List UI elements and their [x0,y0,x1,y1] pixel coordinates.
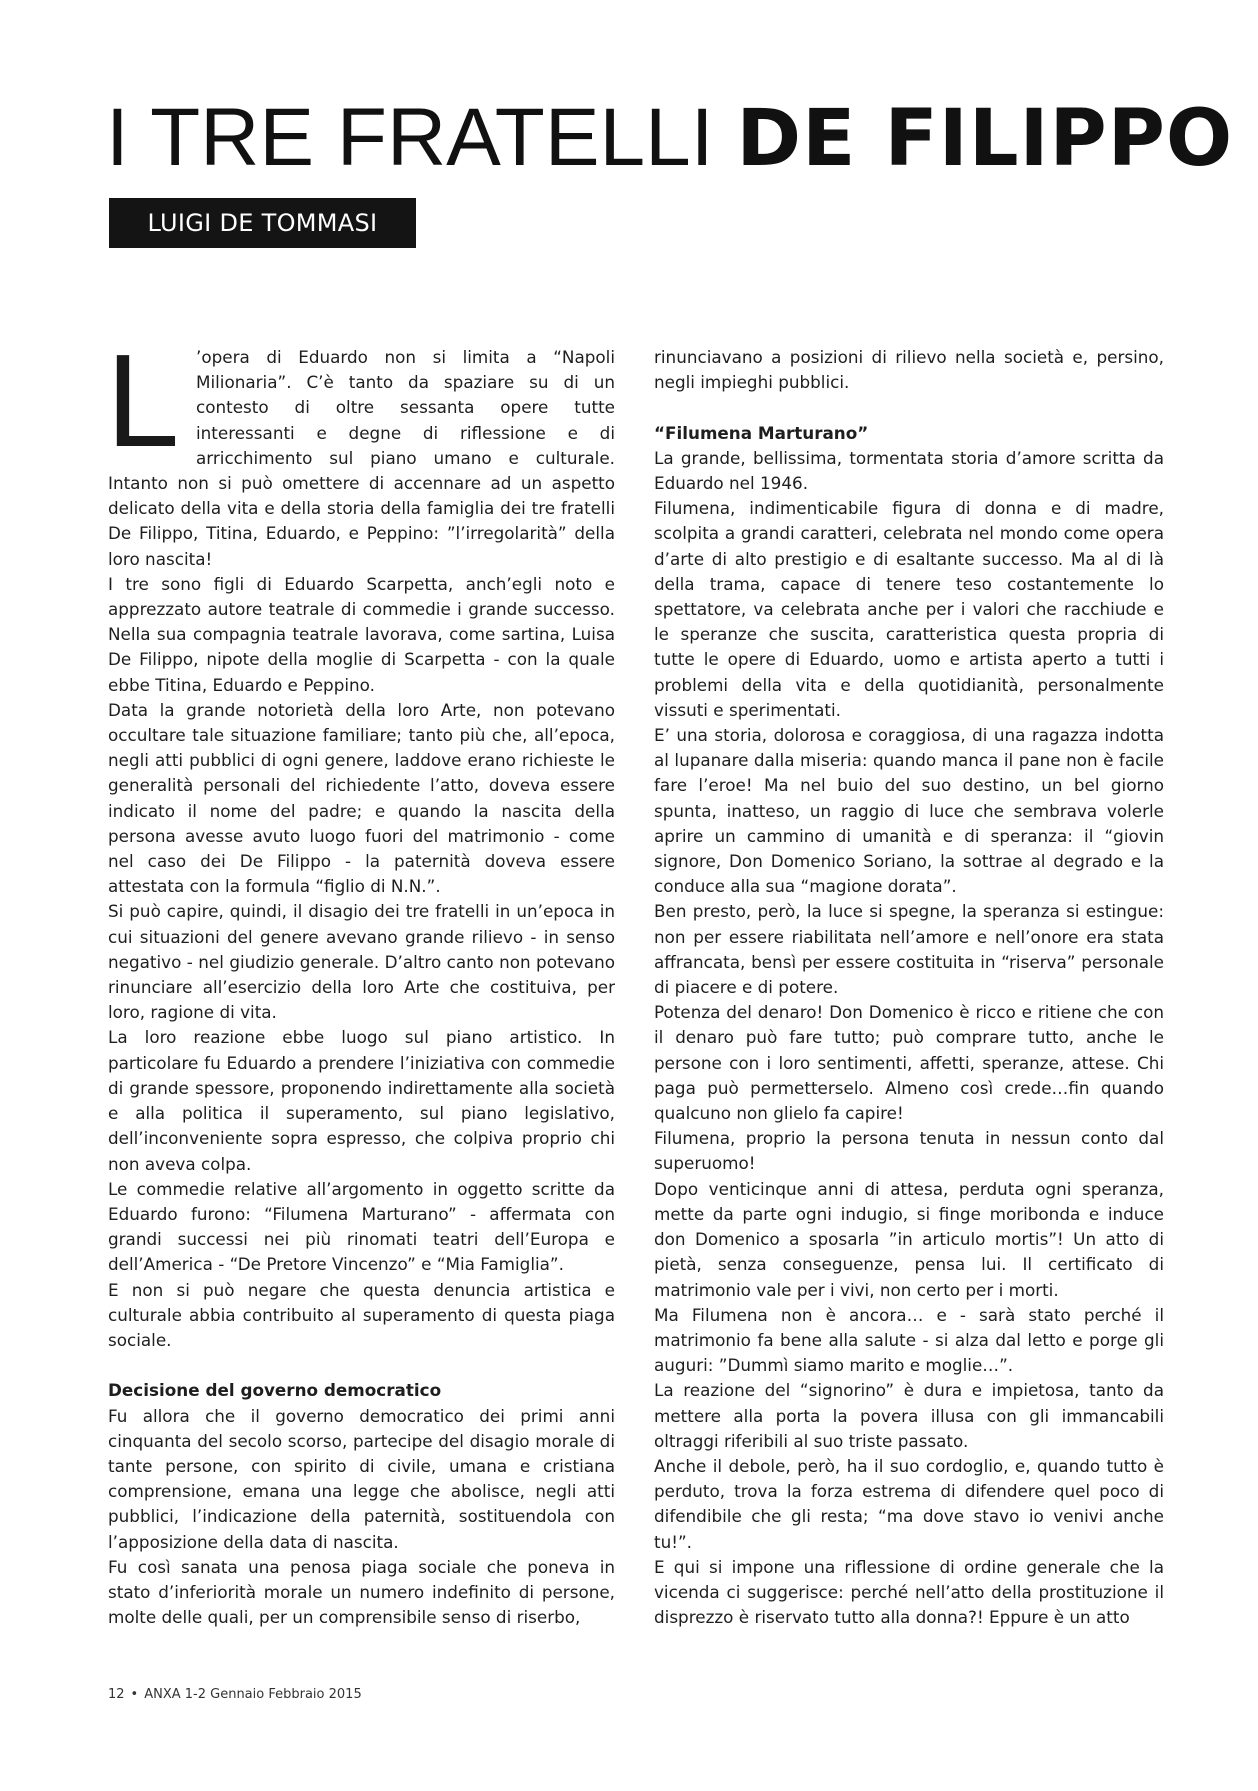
paragraph: Dopo venticinque anni di attesa, perduta ogni speranza, mette da parte ogni indugio, si finge moribonda e induce don Domenico a sposarla ”in articulo mortis”! Un atto di pietà, senza conseguenze, pensa lui. Il certificato di matrimonio vale per i vivi, non certo per i morti. [654,1178,1164,1300]
paragraph: Ben presto, però, la luce si spegne, la speranza si estingue: non per essere riabilitata nell’amore e nell’onore era stata affrancata, bensì per essere costituita in “riserva” personale di piacere e di potere. [654,901,1164,998]
paragraph: Ma Filumena non è ancora… e - sarà stato perché il matrimonio fa bene alla salute - si alza dal letto e porge gli auguri: ”Dummì siamo marito e moglie…”. [654,1304,1164,1376]
issue-info: ANXA 1-2 Gennaio Febbraio 2015 [144,1687,362,1702]
bullet-separator: • [130,1687,139,1702]
article-column-right [654,345,1164,1630]
article-title [106,92,1234,185]
title-bold: DE FILIPPO [736,94,1234,184]
section-heading: “Filumena Marturano” [654,422,869,443]
paragraph: E’ una storia, dolorosa e coraggiosa, di una ragazza indotta al lupanare dalla miseria: quando manca il pane non è facile fare l’eroe! Ma nel buio del suo destino, un bel giorno spunta, inatteso, un raggio di luce che sembrava volerle aprire un cammino di umanità e di speranza: il “giovin signore, Don Domenico Soriano, la sottrae al degrado e la conduce alla sua “magione dorata”. [654,725,1164,897]
paragraph: E non si può negare che questa denuncia artistica e culturale abbia contribuito al superamento di questa piaga sociale. [108,1279,615,1350]
paragraph: Potenza del denaro! Don Domenico è ricco e ritiene che con il denaro può fare tutto; può comprare tutto, anche le persone con i loro sentimenti, affetti, speranze, attese. Chi paga può permetterselo. Almeno così crede…fin quando qualcuno non glielo fa capire! [654,1002,1164,1124]
section-heading: Decisione del governo democratico [108,1380,442,1401]
paragraph: Fu allora che il governo democratico dei primi anni cinquanta del secolo scorso, partecipe del disagio morale di tante persone, con spirito di civile, umana e cristiana comprensione, emana una legge che abolisce, negli atti pubblici, l’indicazione della paternità, sostituendola con l’apposizione della data di nascita. [108,1405,615,1552]
paragraph: ’opera di Eduardo non si limita a “Napoli Milionaria”. C’è tanto da spaziare su di un contesto di oltre sessanta opere tutte interessanti e degne di riflessione e di arricchimento sul piano umano e culturale. Intanto non si può omettere di accennare ad un aspetto delicato della vita e della storia della famiglia dei tre fratelli De Filippo, Titina, Eduardo, e Peppino: ”l’irregolarità” della loro nascita! [108,347,615,569]
page-footer [108,1687,362,1703]
paragraph: Filumena, indimenticabile figura di donna e di madre, scolpita a grandi caratteri, celebrata nel mondo come opera d’arte di alto prestigio e di esaltante successo. Ma al di là della trama, capace di tenere teso costantemente lo spettatore, va celebrata anche per i valori che racchiude e le speranze che suscita, caratteristica questa propria di tutte le opere di Eduardo, uomo e artista aperto a tutti i problemi della vita e della quotidianità, personalmente vissuti e sperimentati. [654,498,1164,720]
paragraph: Data la grande notorietà della loro Arte, non potevano occultare tale situazione familiare; tanto più che, all’epoca, negli atti pubblici di ogni genere, laddove erano richieste le generalità personali del richiedente l’atto, doveva essere indicato il nome del padre; e quando la nascita della persona avesse avuto luogo fuori del matrimonio - come nel caso dei De Filippo - la paternità doveva essere attestata con la formula “figlio di N.N.”. [108,699,615,897]
section-spacer [654,395,1164,420]
paragraph: rinunciavano a posizioni di rilievo nella società e, persino, negli impieghi pubblici. [654,347,1164,393]
paragraph: E qui si impone una riflessione di ordine generale che la vicenda ci suggerisce: perché nell’atto della prostituzione il disprezzo è riservato tutto alla donna?! Eppure è un atto [654,1556,1164,1628]
article-column-left [106,327,615,1630]
author-label: LUIGI DE TOMMASI [109,198,416,248]
section-spacer [108,1353,615,1378]
paragraph: I tre sono figli di Eduardo Scarpetta, anch’egli noto e apprezzato autore teatrale di commedie i grande successo. Nella sua compagnia teatrale lavorava, come sartina, Luisa De Filippo, nipote della moglie di Scarpetta - con la quale ebbe Titina, Eduardo e Peppino. [108,573,615,695]
paragraph: La reazione del “signorino” è dura e impietosa, tanto da mettere alla porta la povera illusa con gli immancabili oltraggi riferibili al suo triste passato. [654,1380,1164,1451]
drop-cap: L [106,327,180,474]
paragraph: Si può capire, quindi, il disagio dei tre fratelli in un’epoca in cui situazioni del genere avevano grande rilievo - in senso negativo - nel giudizio generale. D’altro canto non potevano rinunciare all’esercizio della loro Arte che costituiva, per loro, ragione di vita. [108,901,615,1023]
paragraph: Fu così sanata una penosa piaga sociale che poneva in stato d’inferiorità morale un numero indefinito di persone, molte delle quali, per un comprensibile senso di riserbo, [108,1556,615,1628]
paragraph: Anche il debole, però, ha il suo cordoglio, e, quando tutto è perduto, trova la forza estrema di difendere quel poco di difendibile che gli resta; “ma dove stavo io venivi anche tu!”. [654,1455,1164,1552]
paragraph: La grande, bellissima, tormentata storia d’amore scritta da Eduardo nel 1946. [654,447,1164,493]
paragraph: Filumena, proprio la persona tenuta in nessun conto dal superuomo! [654,1128,1164,1174]
paragraph: La loro reazione ebbe luogo sul piano artistico. In particolare fu Eduardo a prendere l’iniziativa con commedie di grande spessore, proponendo indirettamente alla società e alla politica il superamento, sul piano legislativo, dell’inconveniente sopra espresso, che colpiva proprio chi non aveva colpa. [108,1027,615,1174]
title-light: I TRE FRATELLI [106,92,737,183]
paragraph: Le commedie relative all’argomento in oggetto scritte da Eduardo furono: “Filumena Marturano” - affermata con grandi successi nei più rinomati teatri dell’Europa e dell’America - “De Pretore Vincenzo” e “Mia Famiglia”. [108,1178,615,1275]
page-number: 12 [108,1687,125,1702]
